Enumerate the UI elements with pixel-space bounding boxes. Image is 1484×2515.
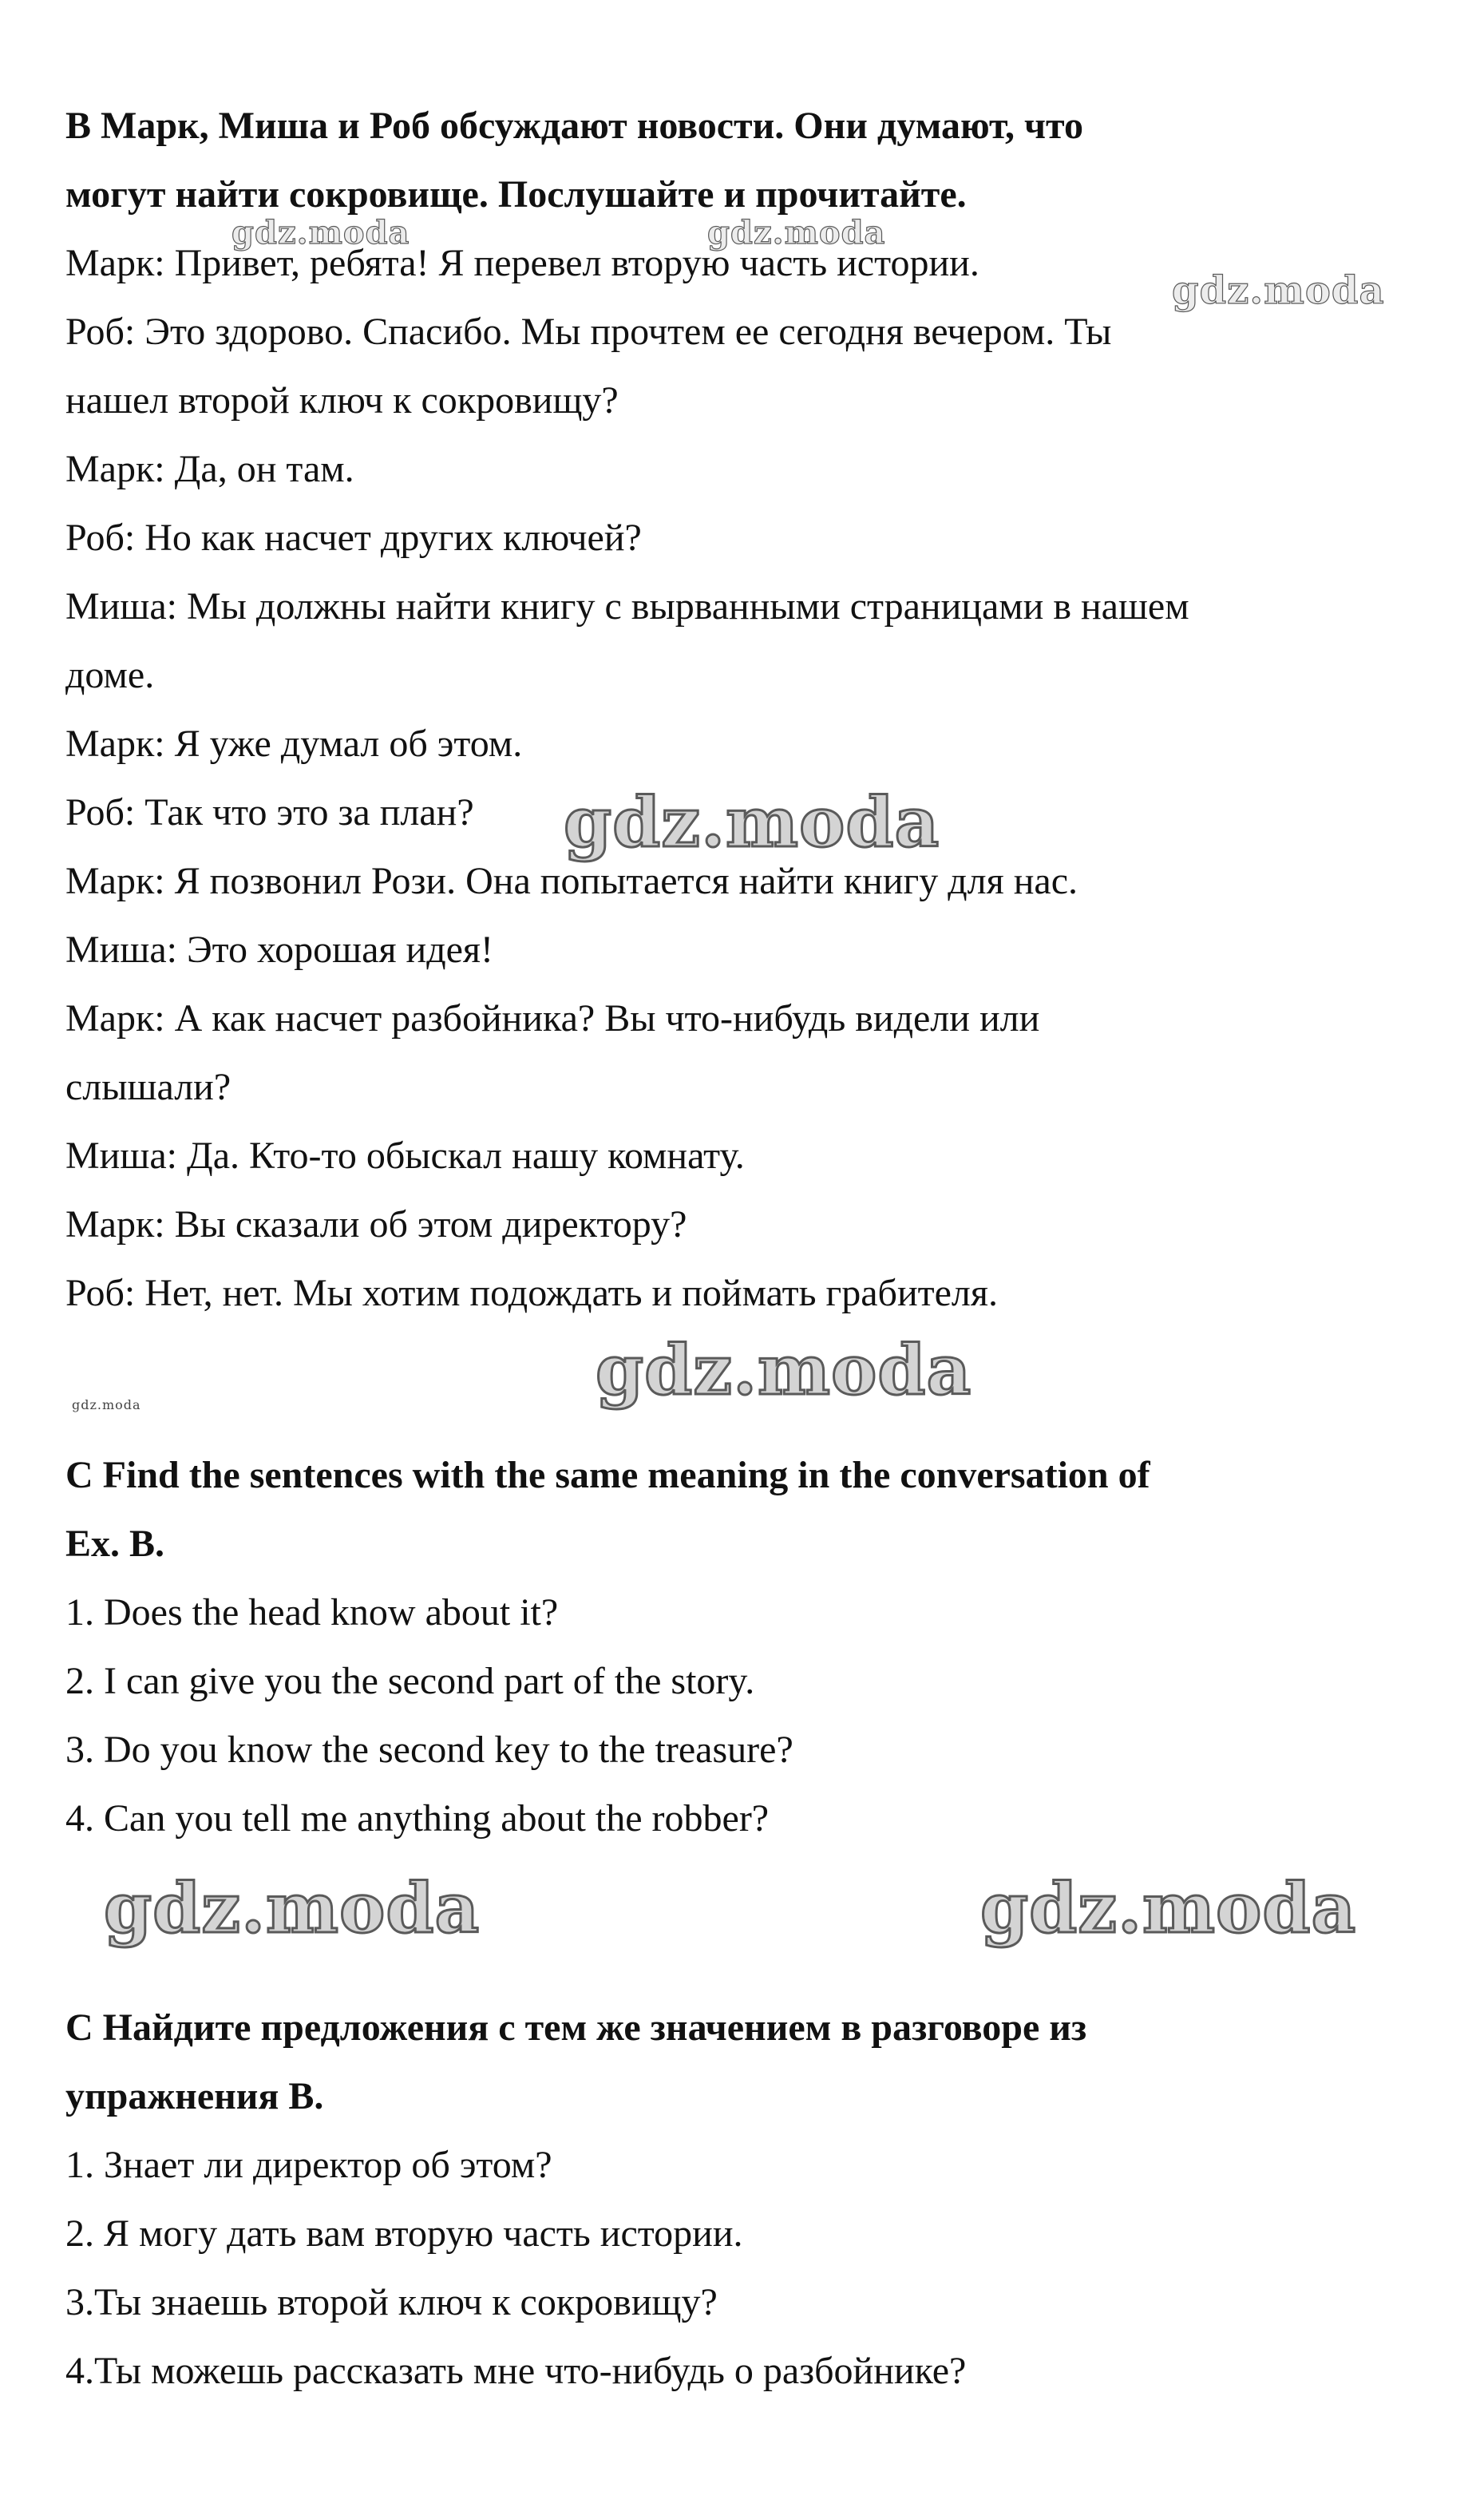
- dialogue-line: Марк: Да, он там.: [65, 448, 354, 490]
- exercise-item: 4. Can you tell me anything about the robber?: [65, 1797, 770, 1840]
- watermark: gdz.moda: [72, 1397, 141, 1412]
- dialogue-line: Роб: Но как насчет других ключей?: [65, 517, 642, 559]
- watermark: gdz.moda: [980, 1868, 1357, 1949]
- dialogue-line: Марк: Привет, ребята! Я перевел вторую часть истории.: [65, 242, 979, 284]
- watermark: gdz.moda: [232, 214, 410, 252]
- dialogue-line: Миша: Мы должны найти книгу с вырванными страницами в нашем: [65, 585, 1189, 628]
- section-b-heading-line-2: могут найти сокровище. Послушайте и прочитайте.: [65, 173, 967, 216]
- watermark: gdz.moda: [1172, 268, 1385, 313]
- dialogue-line: Роб: Нет, нет. Мы хотим подождать и поймать грабителя.: [65, 1272, 998, 1314]
- dialogue-line: Миша: Да. Кто-то обыскал нашу комнату.: [65, 1135, 745, 1177]
- watermark: gdz.moda: [596, 1330, 972, 1411]
- section-c-ru-heading-line-2: упражнения В.: [65, 2075, 324, 2117]
- exercise-item: 2. I can give you the second part of the story.: [65, 1660, 755, 1702]
- dialogue-line: Миша: Это хорошая идея!: [65, 929, 493, 971]
- dialogue-line: доме.: [65, 654, 155, 696]
- dialogue-line: нашел второй ключ к сокровищу?: [65, 379, 619, 422]
- watermark: gdz.moda: [104, 1868, 481, 1949]
- dialogue-line: слышали?: [65, 1066, 232, 1108]
- exercise-item: 1. Знает ли директор об этом?: [65, 2144, 552, 2186]
- exercise-item: 3.Ты знаешь второй ключ к сокровищу?: [65, 2281, 718, 2323]
- dialogue-line: Марк: А как насчет разбойника? Вы что-нибудь видели или: [65, 997, 1040, 1040]
- section-c-en-heading-line-1: C Find the sentences with the same meaning in the conversation of: [65, 1454, 1150, 1496]
- exercise-item: 3. Do you know the second key to the treasure?: [65, 1729, 793, 1771]
- dialogue-line: Роб: Так что это за план?: [65, 791, 474, 834]
- exercise-item: 1. Does the head know about it?: [65, 1591, 559, 1634]
- watermark: gdz.moda: [564, 782, 940, 863]
- section-c-ru-heading-line-1: С Найдите предложения с тем же значением в разговоре из: [65, 2006, 1087, 2049]
- section-b-heading-line-1: В Марк, Миша и Роб обсуждают новости. Они думают, что: [65, 105, 1083, 147]
- dialogue-line: Марк: Я позвонил Рози. Она попытается найти книгу для нас.: [65, 860, 1078, 902]
- section-c-en-heading-line-2: Ex. B.: [65, 1523, 165, 1565]
- watermark: gdz.moda: [707, 214, 886, 252]
- dialogue-line: Роб: Это здорово. Спасибо. Мы прочтем ее сегодня вечером. Ты: [65, 311, 1112, 353]
- exercise-item: 4.Ты можешь рассказать мне что-нибудь о разбойнике?: [65, 2350, 967, 2392]
- dialogue-line: Марк: Я уже думал об этом.: [65, 723, 523, 765]
- dialogue-line: Марк: Вы сказали об этом директору?: [65, 1203, 687, 1246]
- exercise-item: 2. Я могу дать вам вторую часть истории.: [65, 2212, 743, 2255]
